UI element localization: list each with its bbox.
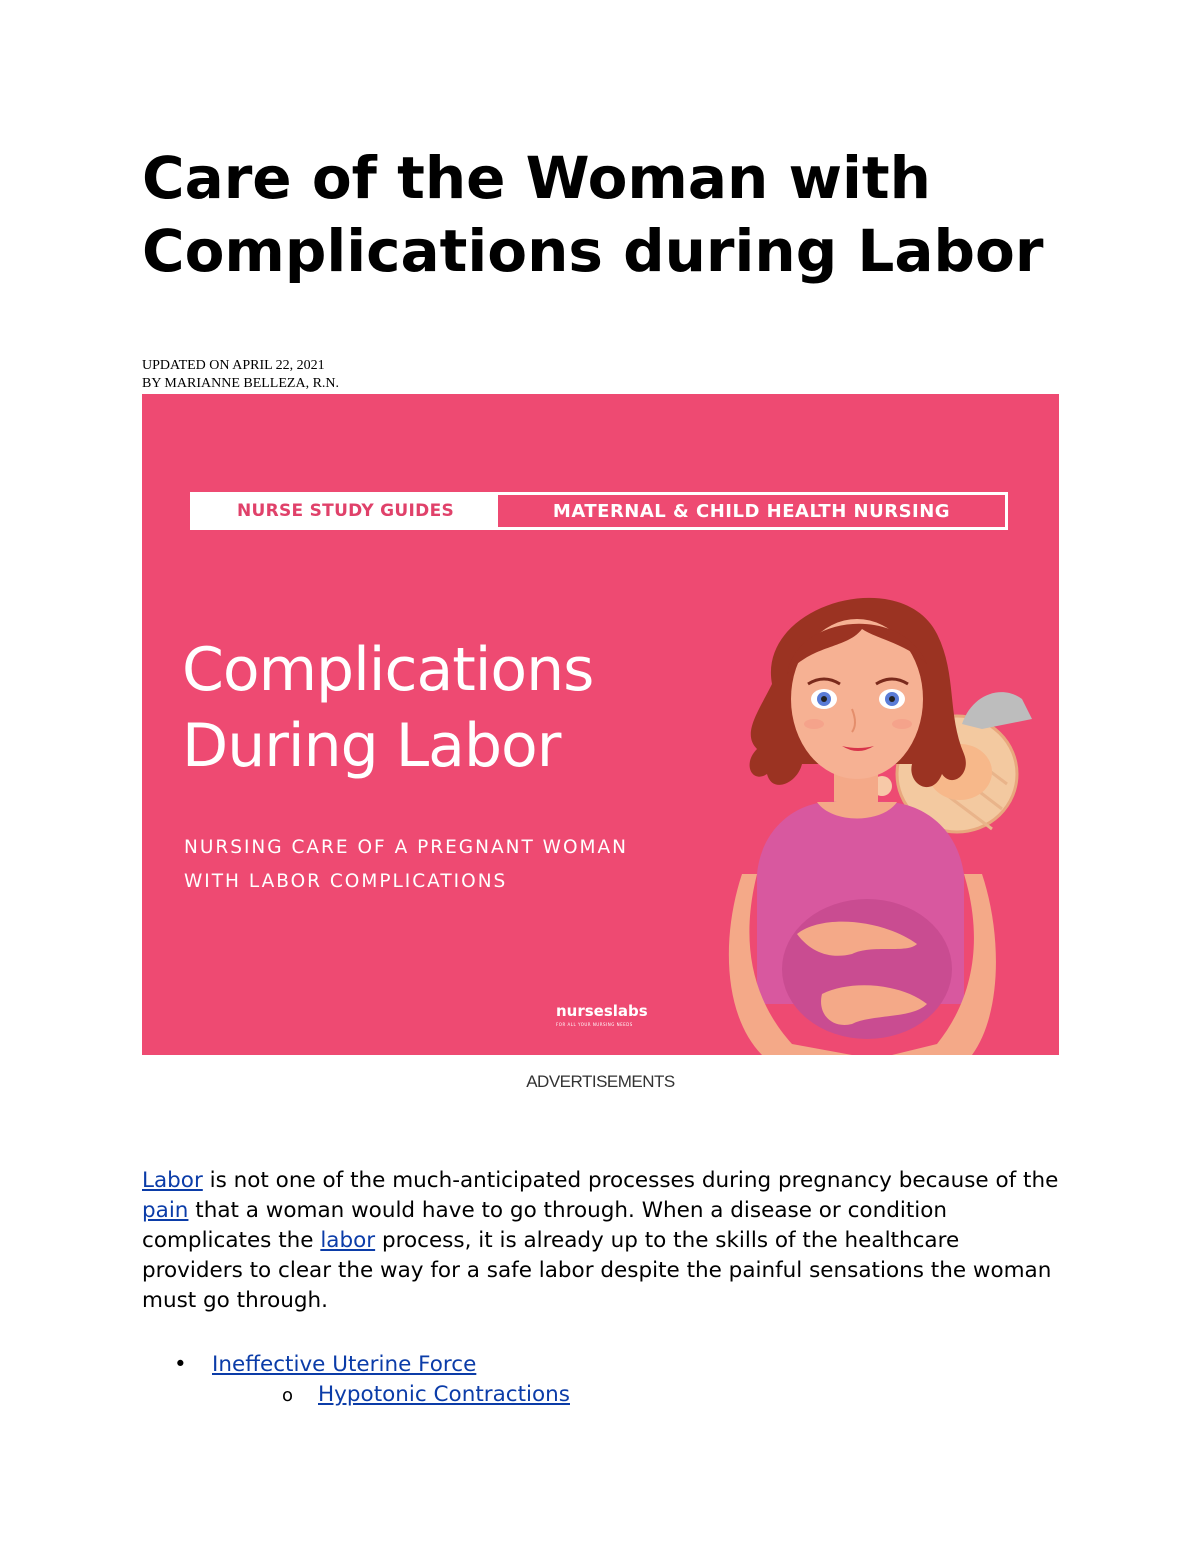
article-title: Care of the Woman with Complications during Labor xyxy=(142,144,1044,285)
hero-image xyxy=(142,394,1059,1055)
nurseslabs-logo: nurseslabs xyxy=(556,1002,648,1020)
updated-date: UPDATED ON APRIL 22, 2021 xyxy=(142,358,325,373)
tag-nurse-study-guides: NURSE STUDY GUIDES xyxy=(193,495,498,527)
pregnant-woman-illustration xyxy=(702,574,1059,1055)
toc-subitem xyxy=(282,1380,570,1411)
hero-subtitle-line-2: WITH LABOR COMPLICATIONS xyxy=(184,871,508,892)
bullet-circle-icon: o xyxy=(282,1385,294,1406)
intro-text-2: that a woman would have to go through. When a disease or condition complicates the xyxy=(142,1198,948,1253)
hero-title-line-1: Complications xyxy=(182,635,594,705)
hero-subtitle-line-1: NURSING CARE OF A PREGNANT WOMAN xyxy=(184,837,628,858)
link-labor[interactable]: Labor xyxy=(142,1168,203,1193)
toc-link-ineffective-uterine-force[interactable]: Ineffective Uterine Force xyxy=(212,1352,477,1377)
link-pain[interactable]: pain xyxy=(142,1198,189,1223)
hero-subtitle xyxy=(184,831,744,899)
advertisements-label: ADVERTISEMENTS xyxy=(526,1072,675,1091)
category-tag-bar xyxy=(190,492,1008,530)
intro-paragraph xyxy=(142,1166,1062,1316)
intro-text-3: process, it is already up to the skills of the healthcare providers to clear the way for a safe labor despite the painful sensations the woman must go through. xyxy=(142,1228,1052,1313)
intro-text-1: is not one of the much-anticipated processes during pregnancy because of the xyxy=(202,1168,1059,1193)
link-labor-process[interactable]: labor xyxy=(320,1228,376,1253)
author-byline: BY MARIANNE BELLEZA, R.N. xyxy=(142,376,340,391)
toc-item xyxy=(174,1350,476,1380)
tag-maternal-child-health: MATERNAL & CHILD HEALTH NURSING xyxy=(552,500,951,522)
hero-title xyxy=(182,632,782,784)
nurseslabs-logo-tagline: FOR ALL YOUR NURSING NEEDS xyxy=(556,1022,633,1027)
hero-title-line-2: During Labor xyxy=(182,711,561,781)
bullet-dot-icon: • xyxy=(174,1352,187,1377)
toc-link-hypotonic-contractions[interactable]: Hypotonic Contractions xyxy=(318,1382,570,1407)
